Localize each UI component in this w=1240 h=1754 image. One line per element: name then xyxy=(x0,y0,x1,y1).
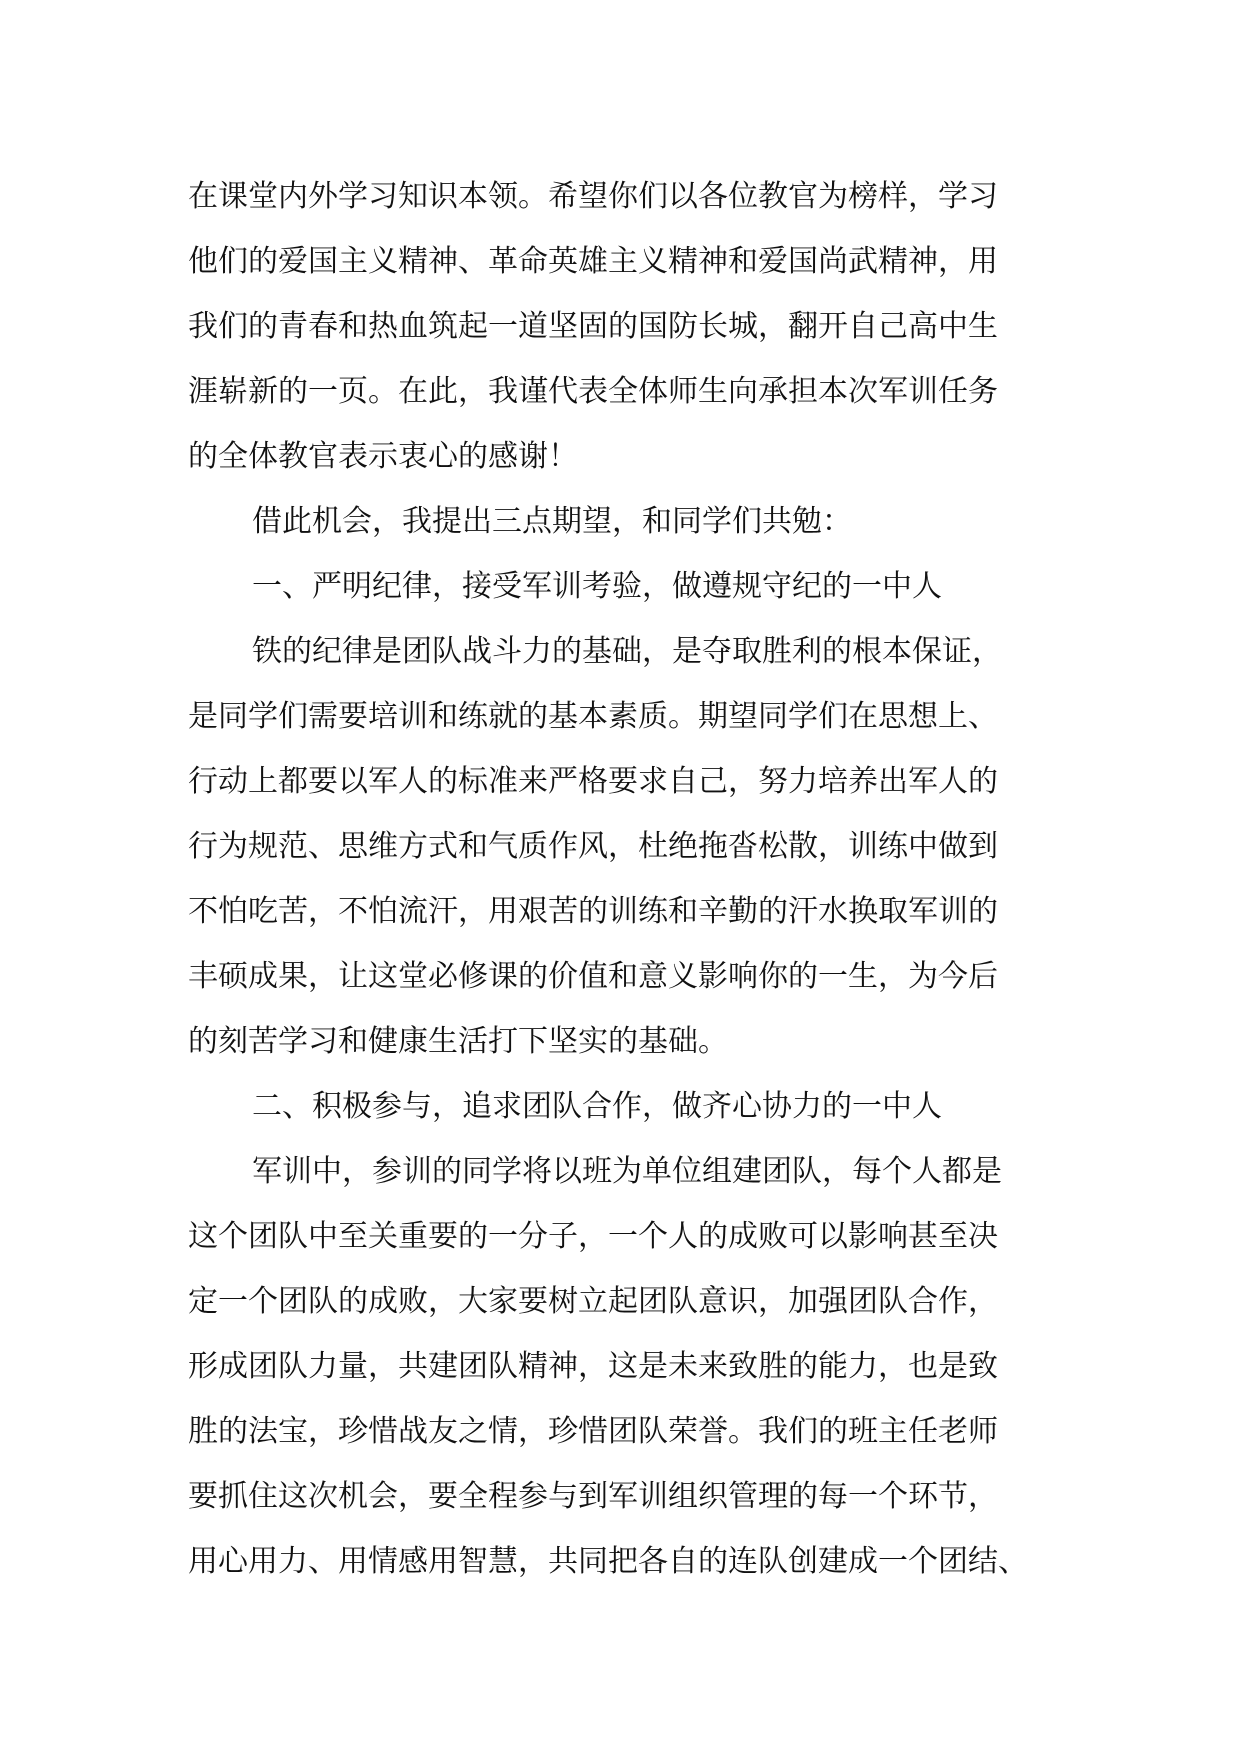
text-line: 定一个团队的成败，大家要树立起团队意识，加强团队合作， xyxy=(188,1284,998,1319)
text-line: 形成团队力量，共建团队精神，这是未来致胜的能力，也是致 xyxy=(188,1349,998,1384)
text-line: 一、严明纪律，接受军训考验，做遵规守纪的一中人 xyxy=(252,569,942,604)
text-line: 他们的爱国主义精神、革命英雄主义精神和爱国尚武精神，用 xyxy=(188,244,998,279)
text-line: 丰硕成果，让这堂必修课的价值和意义影响你的一生，为今后 xyxy=(188,959,998,994)
text-line: 借此机会，我提出三点期望，和同学们共勉： xyxy=(252,504,852,539)
text-line: 我们的青春和热血筑起一道坚固的国防长城，翻开自己高中生 xyxy=(188,309,998,344)
text-line: 行动上都要以军人的标准来严格要求自己，努力培养出军人的 xyxy=(188,764,998,799)
text-line: 二、积极参与，追求团队合作，做齐心协力的一中人 xyxy=(252,1089,942,1124)
text-line: 军训中，参训的同学将以班为单位组建团队，每个人都是 xyxy=(252,1154,1002,1189)
text-line: 铁的纪律是团队战斗力的基础，是夺取胜利的根本保证， xyxy=(252,634,1002,669)
text-line: 用心用力、用情感用智慧，共同把各自的连队创建成一个团结、 xyxy=(188,1544,1028,1579)
text-line: 胜的法宝，珍惜战友之情，珍惜团队荣誉。我们的班主任老师 xyxy=(188,1414,998,1449)
text-line: 的全体教官表示衷心的感谢！ xyxy=(188,439,578,474)
text-line: 的刻苦学习和健康生活打下坚实的基础。 xyxy=(188,1024,728,1059)
text-line: 涯崭新的一页。在此，我谨代表全体师生向承担本次军训任务 xyxy=(188,374,998,409)
text-line: 行为规范、思维方式和气质作风，杜绝拖沓松散，训练中做到 xyxy=(188,829,998,864)
text-line: 不怕吃苦，不怕流汗，用艰苦的训练和辛勤的汗水换取军训的 xyxy=(188,894,998,929)
text-line: 这个团队中至关重要的一分子，一个人的成败可以影响甚至决 xyxy=(188,1219,998,1254)
text-line: 是同学们需要培训和练就的基本素质。期望同学们在思想上、 xyxy=(188,699,998,734)
text-line: 要抓住这次机会，要全程参与到军训组织管理的每一个环节， xyxy=(188,1479,998,1514)
body-text xyxy=(188,164,1088,1594)
text-line: 在课堂内外学习知识本领。希望你们以各位教官为榜样，学习 xyxy=(188,179,998,214)
